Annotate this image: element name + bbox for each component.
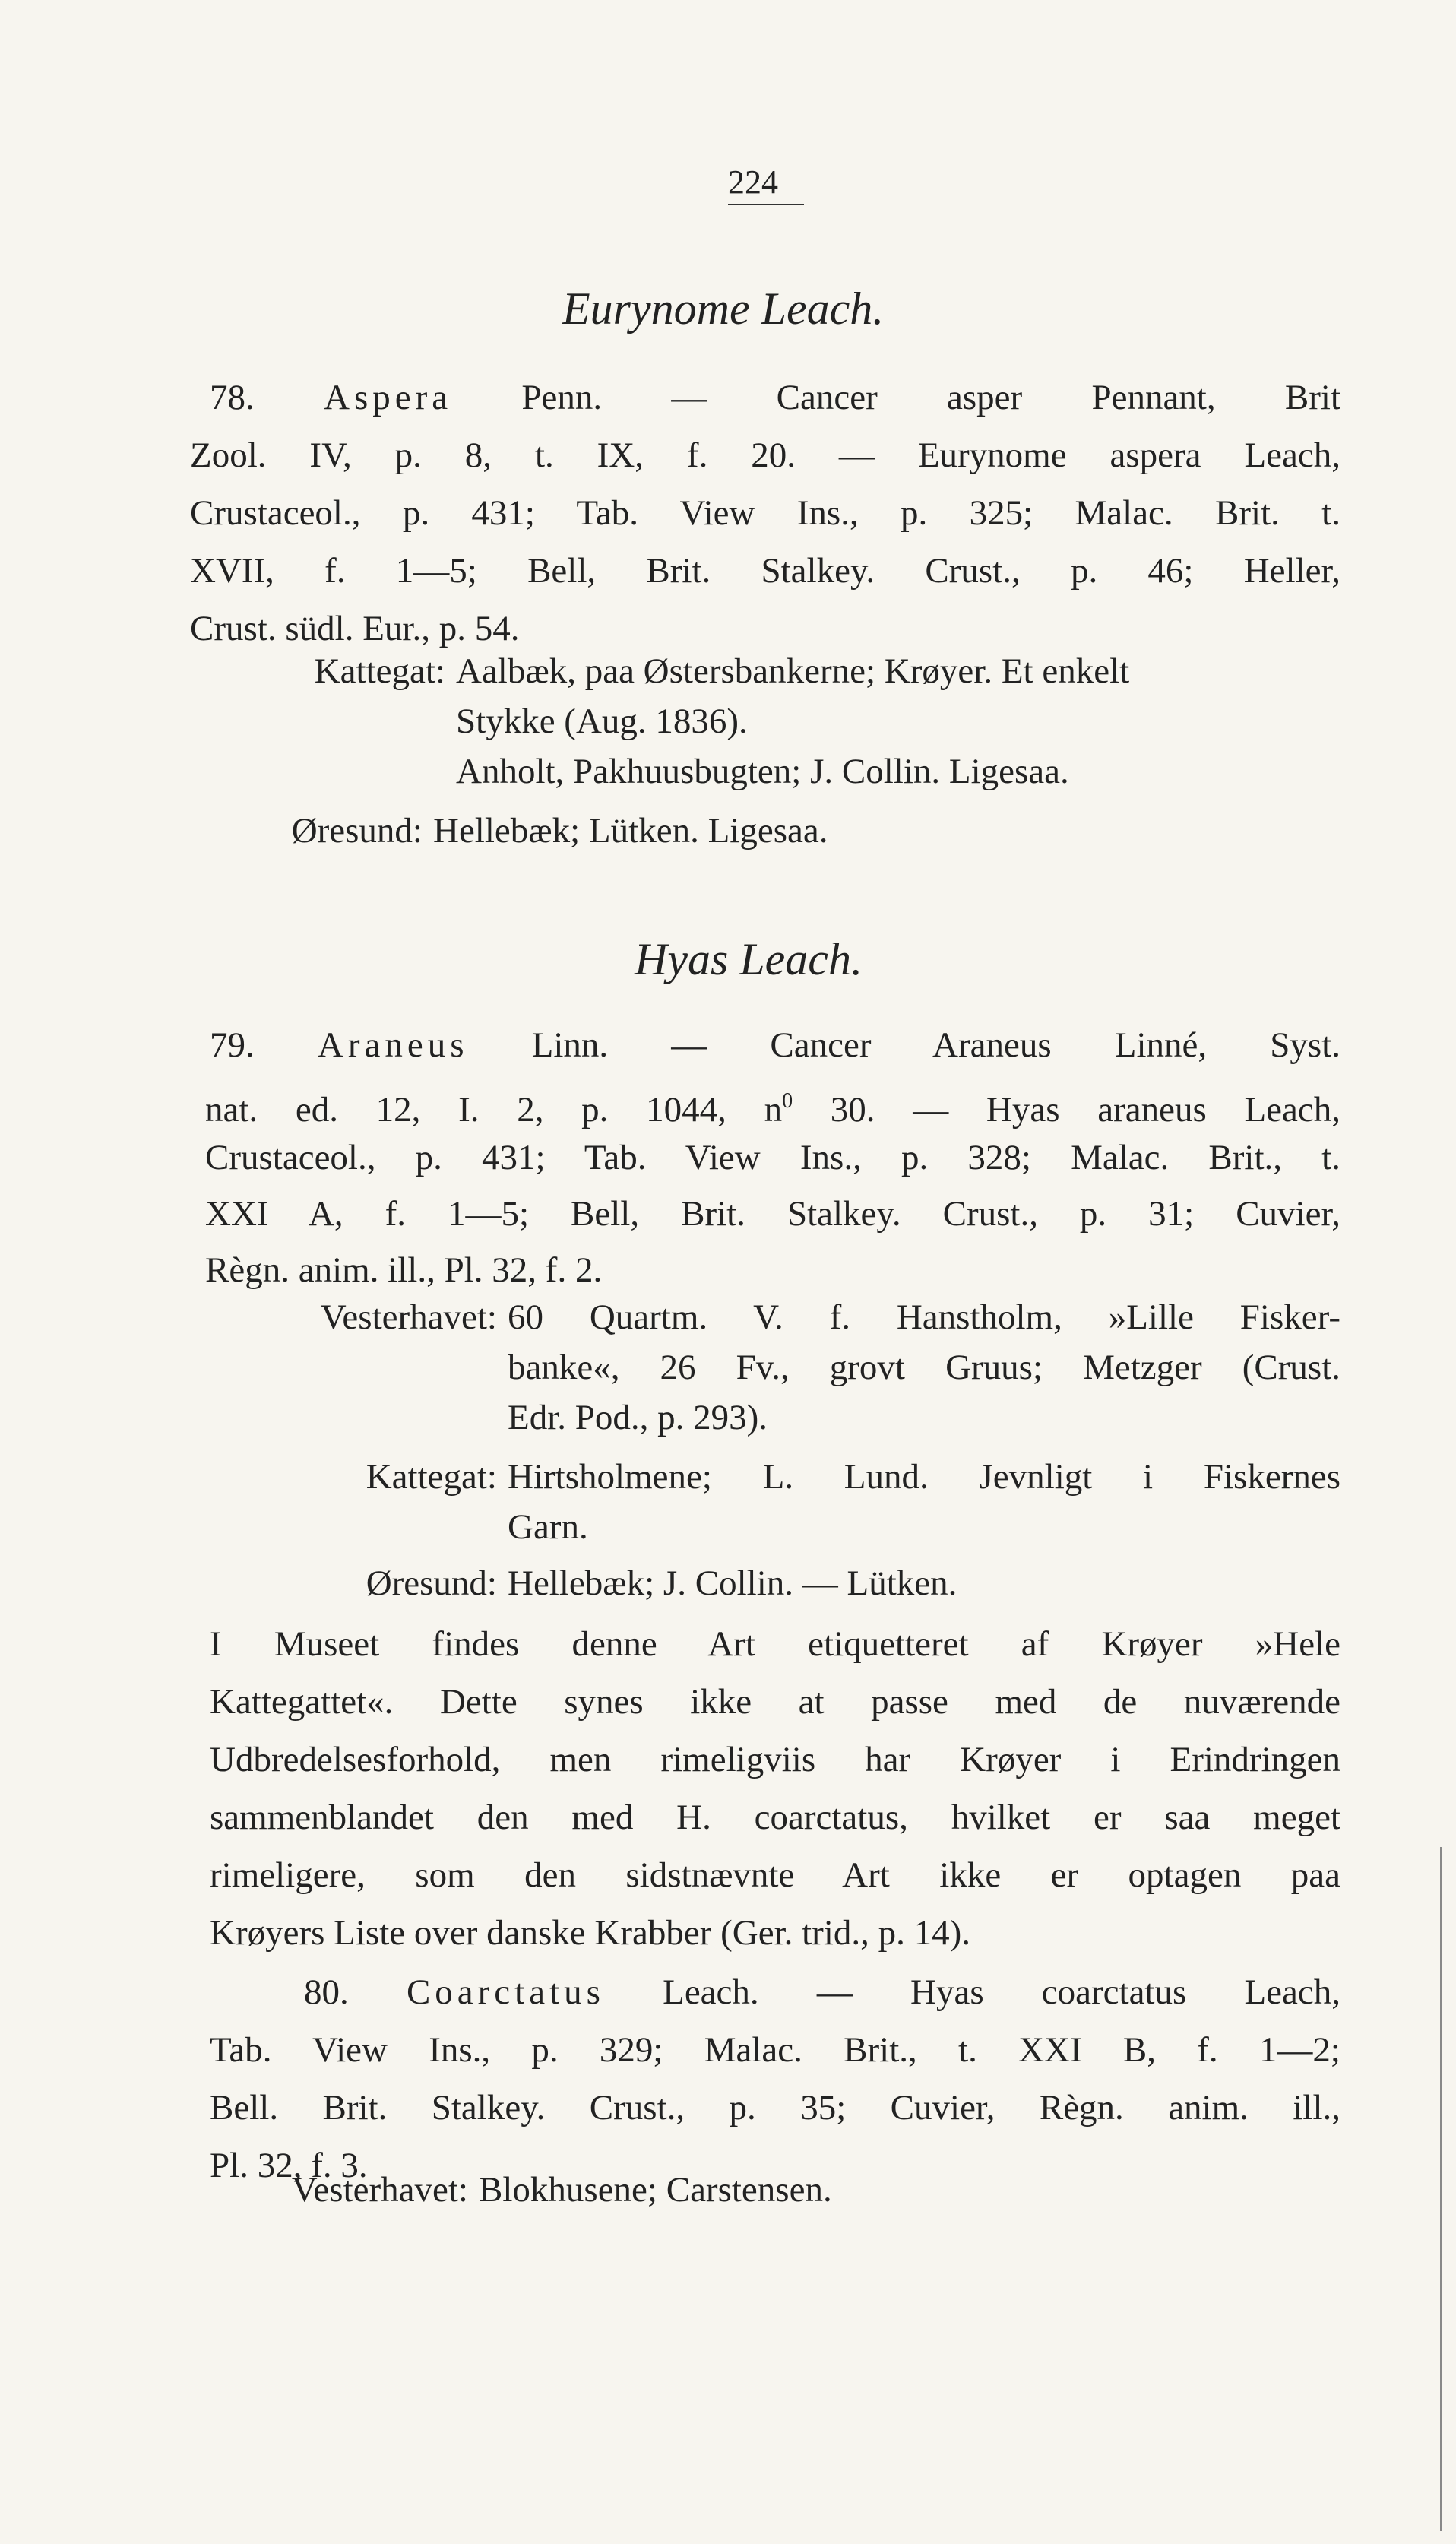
page-number: 224 [728,163,778,201]
entry-80-line-3: Bell. Brit. Stalkey. Crust., p. 35; Cuvier, Règn. anim. ill., [210,2088,1340,2127]
entry-78-line-3: Crustaceol., p. 431; Tab. View Ins., p. 325; Malac. Brit. t. [190,493,1340,533]
locality-label: Vesterhavet: [320,1297,497,1337]
entry-79-line-4: XXI A, f. 1—5; Bell, Brit. Stalkey. Crust., p. 31; Cuvier, [205,1194,1340,1234]
species-name-aspera: Aspera [324,378,453,417]
locality-vesterhavet-80: Vesterhavet: Blokhusene; Carstensen. [479,2165,1391,2215]
entry-79-line-2: nat. ed. 12, I. 2, p. 1044, $n^0$ 30. — Hyas araneus Leach, [205,1089,1340,1129]
locality-oresund-78: Øresund: Hellebæk; Lütken. Ligesaa. [433,806,1345,856]
page-edge-shadow [1440,1847,1442,2531]
entry-78-line-5: Crust. südl. Eur., p. 54. [190,609,520,648]
genus-heading-eurynome: Eurynome Leach. [562,284,885,334]
page-number-rule [728,204,804,205]
note-line-1: I Museet findes denne Art etiquetteret af Krøyer »Hele [210,1624,1340,1664]
locality-vesterhavet-79: Vesterhavet: 60 Quartm. V. f. Hanstholm, »Lille Fisker- banke«, 26 Fv., grovt Gruus; Metzger (Crust. Edr. Pod., p. 293). [508,1292,1340,1443]
note-line-2: Kattegattet«. Dette synes ikke at passe med de nuværende [210,1682,1340,1722]
entry-78-line-4: XVII, f. 1—5; Bell, Brit. Stalkey. Crust., p. 46; Heller, [190,551,1340,591]
entry-79-line-1: 79. Araneus Linn. — Cancer Araneus Linné, Syst. [210,1025,1341,1065]
locality-label: Øresund: [291,811,423,851]
genus-heading-hyas: Hyas Leach. [635,934,863,984]
entry-79-line-5: Règn. anim. ill., Pl. 32, f. 2. [205,1250,603,1290]
species-name-coarctatus: Coarctatus [406,1972,605,2012]
entry-78-line-1: 78. Aspera Penn. — Cancer asper Pennant, Brit [210,378,1340,417]
locality-label: Kattegat: [314,651,445,691]
note-line-3: Udbredelsesforhold, men rimeligviis har Krøyer i Erindringen [210,1740,1340,1779]
entry-78-line-2: Zool. IV, p. 8, t. IX, f. 20. — Eurynome aspera Leach, [190,436,1340,475]
note-line-6: Krøyers Liste over danske Krabber (Ger. trid., p. 14). [210,1913,971,1953]
locality-label: Øresund: [366,1563,497,1603]
note-line-4: sammenblandet den med H. coarctatus, hvilket er saa meget [210,1798,1340,1837]
locality-kattegat-79: Kattegat: Hirtsholmene; L. Lund. Jevnligt i Fiskernes Garn. [508,1452,1340,1552]
entry-80-line-2: Tab. View Ins., p. 329; Malac. Brit., t. XXI B, f. 1—2; [210,2030,1340,2070]
entry-80-line-4: Pl. 32, f. 3. [210,2146,368,2185]
locality-kattegat-78: Kattegat: Aalbæk, paa Østersbankerne; Krøyer. Et enkelt Stykke (Aug. 1836). Anholt, Pakhuusbugten; J. Collin. Ligesaa. [456,646,1368,797]
note-line-5: rimeligere, som den sidstnævnte Art ikke er optagen paa [210,1855,1340,1895]
locality-label: Kattegat: [366,1457,497,1497]
locality-oresund-79: Øresund: Hellebæk; J. Collin. — Lütken. [508,1558,1420,1608]
locality-label: Vesterhavet: [291,2170,468,2210]
entry-80-line-1: 80. Coarctatus Leach. — Hyas coarctatus Leach, [304,1972,1341,2012]
entry-79-line-3: Crustaceol., p. 431; Tab. View Ins., p. 328; Malac. Brit., t. [205,1138,1340,1177]
species-name-araneus: Araneus [317,1025,469,1065]
